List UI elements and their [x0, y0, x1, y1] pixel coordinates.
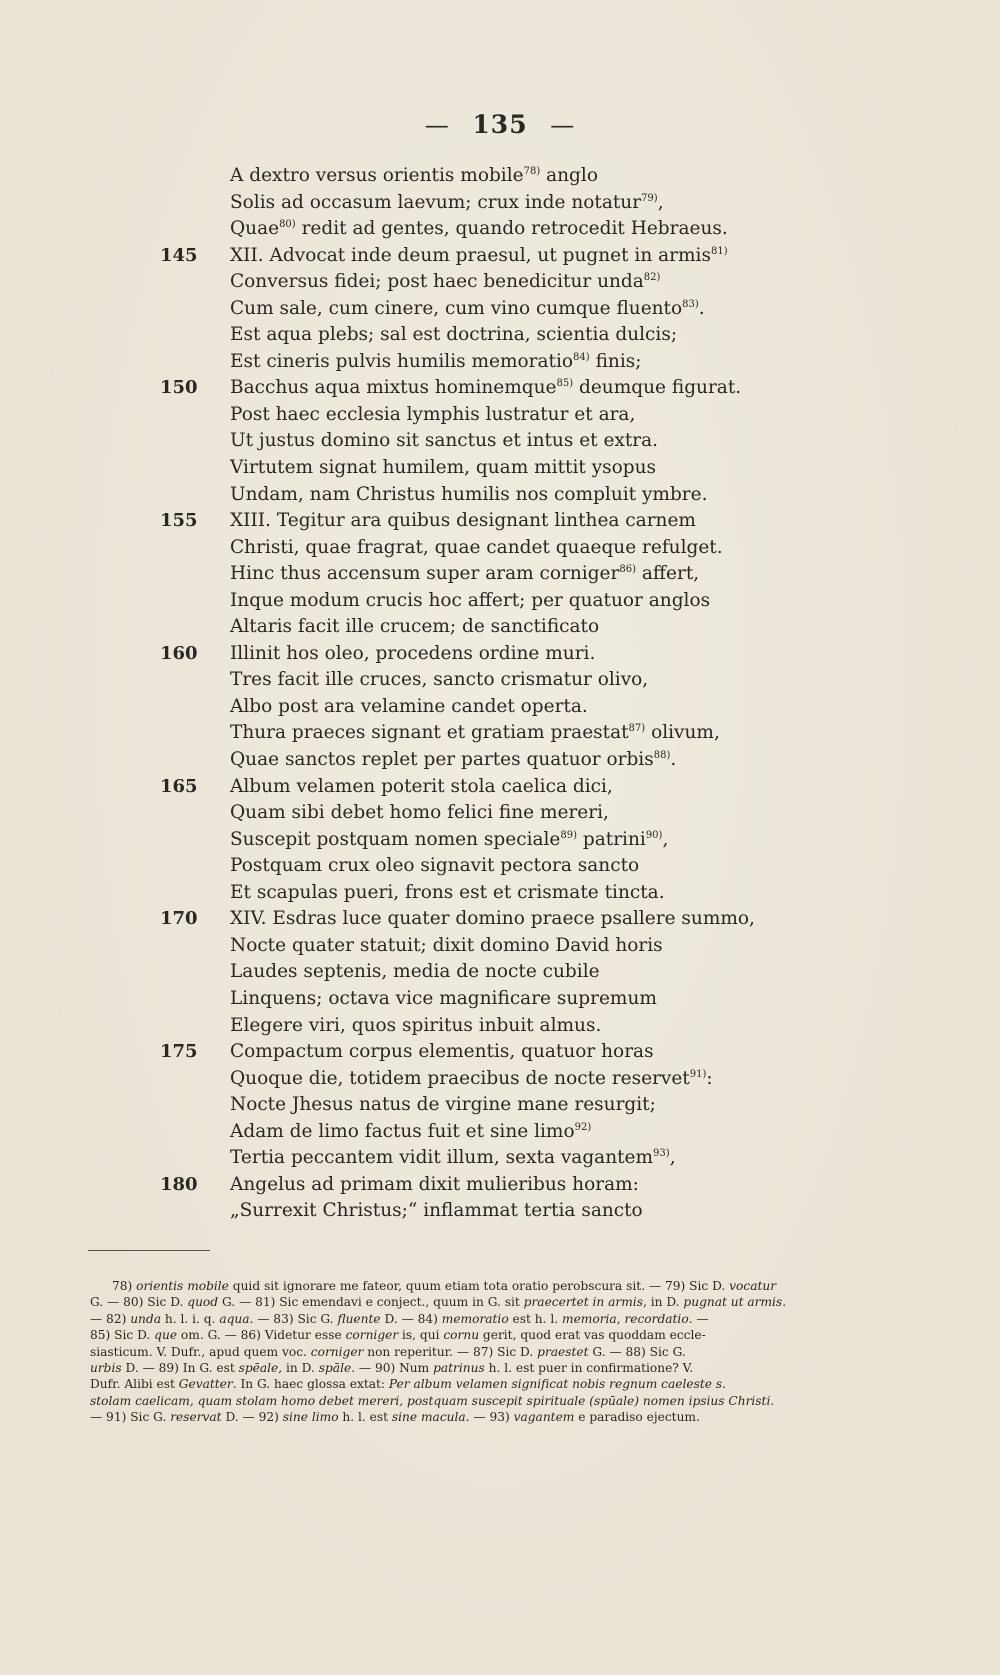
footnote-ref: 91) — [689, 1068, 707, 1080]
verse-text-main: Laudes septenis, media de nocte cubile — [230, 961, 600, 983]
verse-text-main: Tertia peccantem vidit illum, sexta vagantem — [230, 1147, 654, 1169]
verse-text-main: Quam sibi debet homo felici fine mereri, — [230, 802, 609, 824]
verse-text — [230, 614, 599, 640]
verse-line — [160, 1198, 800, 1225]
footnote-line: G. — 80) Sic D. quod G. — 81) Sic emendavi e conject., quum in G. sit praecertet in armis, in D. pugnat ut armis. — [90, 1295, 787, 1310]
verse-text — [230, 800, 609, 826]
verse-text — [230, 720, 720, 746]
verse-line — [160, 163, 800, 190]
footnote-ref: 80) — [279, 218, 296, 230]
verse-line — [160, 428, 800, 455]
line-number: 160 — [160, 642, 198, 664]
verse-line — [160, 1066, 800, 1093]
footnote-ref: 79) — [641, 192, 658, 204]
verse-text-main: Christi, quae fragrat, quae candet quaeque refulget. — [230, 536, 723, 558]
verse-line — [160, 667, 800, 694]
verse-text — [230, 561, 699, 587]
verse-text — [230, 349, 641, 375]
verse-text-main: Et scapulas pueri, frons est et crismate tincta. — [230, 881, 665, 903]
footnote-ref: 83) — [682, 298, 699, 310]
verse-line — [160, 933, 800, 960]
footnote-line: 78) orientis mobile quid sit ignorare me fateor, quum etiam tota oratio perobscura sit. — 79) Sic D. vocatur — [112, 1279, 777, 1293]
verse-text — [230, 296, 705, 322]
line-number: 170 — [160, 908, 198, 930]
verse-line — [160, 535, 800, 562]
page-number: 135 — [472, 110, 528, 139]
footnote-ref: 87) — [628, 723, 646, 735]
verse-text — [230, 322, 677, 348]
verse-text-after: , — [669, 1147, 676, 1169]
verse-text-main: Thura praeces signant et gratiam praestat — [230, 722, 629, 744]
footnote-line: 85) Sic D. que om. G. — 86) Videtur esse corniger is, qui cornu gerit, quod erat vas quoddam eccle- — [90, 1328, 706, 1343]
verse-line — [160, 906, 800, 933]
verse-line — [160, 190, 800, 217]
verse-text-main: Elegere viri, quos spiritus inbuit almus. — [230, 1014, 602, 1036]
verse-text-main: Inque modum crucis hoc affert; per quatuor anglos — [230, 589, 711, 611]
footnote-ref: 86) — [619, 564, 636, 576]
verse-text-main: Quae — [230, 218, 280, 240]
verse-text-main: Linquens; octava vice magnificare supremum — [230, 987, 657, 1009]
verse-text — [230, 535, 723, 561]
verse-text — [230, 1092, 656, 1118]
verse-text-main: A dextro versus orientis mobile — [230, 165, 524, 186]
verse-line — [160, 880, 800, 907]
verse-text — [230, 1172, 639, 1198]
verse-text — [230, 1145, 676, 1171]
verse-line — [160, 1119, 800, 1146]
verse-line — [160, 455, 800, 482]
line-number: 150 — [160, 377, 198, 399]
verse-text-main: Est cineris pulvis humilis memoratio — [230, 350, 574, 372]
verse-line — [160, 269, 800, 296]
verse-text-main: Quoque die, totidem praecibus de nocte reservet — [230, 1067, 690, 1089]
verse-line — [160, 614, 800, 641]
verse-text-main: Solis ad occasum laevum; crux inde notatur — [230, 191, 642, 213]
verse-line — [160, 402, 800, 429]
verse-text-after: olivum, — [645, 722, 720, 744]
verse-text-main: Quae sanctos replet per partes quatuor orbis — [230, 749, 654, 771]
verse-text — [230, 959, 600, 985]
verse-line — [160, 827, 800, 854]
verse-text — [230, 1039, 654, 1065]
footnote-ref: 93) — [653, 1148, 670, 1160]
verse-text — [230, 1066, 713, 1092]
verse-text — [230, 906, 755, 932]
footnote-rule — [88, 1250, 210, 1251]
verse-line — [160, 561, 800, 588]
header-dash-left: — — [424, 111, 450, 139]
verse-text-after: , — [657, 191, 664, 213]
verse-text-main: XIV. Esdras luce quater domino praece psallere summo, — [230, 908, 755, 930]
verse-text — [230, 455, 656, 481]
verse-text — [230, 243, 728, 269]
verse-text-after: , — [662, 828, 669, 850]
verse-line — [160, 694, 800, 721]
verse-text — [230, 1198, 643, 1224]
verse-line — [160, 800, 800, 827]
verse-text — [230, 402, 635, 428]
verse-text-after: finis; — [589, 350, 642, 372]
verse-text-main: Conversus fidei; post haec benedicitur unda — [230, 271, 644, 293]
verse-text-main: Adam de limo factus fuit et sine limo — [230, 1120, 575, 1142]
verse-text-main: Albo post ara velamine candet operta. — [230, 695, 588, 717]
verse-line — [160, 375, 800, 402]
verse-text-main: Angelus ad primam dixit mulieribus horam: — [230, 1173, 639, 1195]
verse-text-main: Undam, nam Christus humilis nos compluit ymbre. — [230, 483, 708, 505]
footnote-line: stolam caelicam, quam stolam homo debet mereri, postquam suscepit spirituale (spūale) nomen ipsius Christi. — [90, 1393, 775, 1408]
verse-text-main: Post haec ecclesia lymphis lustratur et ara, — [230, 403, 636, 425]
verse-text-after: patrini — [577, 828, 646, 850]
verse-text — [230, 375, 741, 401]
footnote-ref: 88) — [653, 749, 671, 761]
verse-text-after: : — [706, 1067, 713, 1089]
verse-text — [230, 827, 668, 853]
verse-line — [160, 720, 800, 747]
verse-text-main: „Surrexit Christus;“ inflammat tertia sancto — [230, 1200, 643, 1222]
verse-line — [160, 322, 800, 349]
verse-text-main: Hinc thus accensum super aram corniger — [230, 563, 620, 585]
verse-text — [230, 482, 707, 508]
verse-line — [160, 1013, 800, 1040]
verse-line — [160, 1092, 800, 1119]
verse-text — [230, 667, 648, 693]
verse-text-after: affert, — [636, 563, 700, 585]
verse-line — [160, 243, 800, 270]
verse-text-main: XII. Advocat inde deum praesul, ut pugnet in armis — [230, 244, 711, 266]
verse-text-main: Album velamen poterit stola caelica dici, — [230, 775, 613, 797]
footnote-line: — 82) unda h. l. i. q. aqua. — 83) Sic G. fluente D. — 84) memoratio est h. l. memoria, recordatio. — — [90, 1311, 709, 1326]
footnote-ref: 89) — [560, 829, 578, 841]
line-number: 155 — [160, 510, 198, 532]
line-number: 145 — [160, 244, 198, 266]
verse-line — [160, 774, 800, 801]
verse-text-after: . — [698, 297, 705, 319]
verse-text-main: Nocte Jhesus natus de virgine mane resurgit; — [230, 1094, 656, 1116]
line-number: 175 — [160, 1041, 198, 1063]
verse-line — [160, 1039, 800, 1066]
verse-line — [160, 986, 800, 1013]
verse-text-after: anglo — [540, 165, 598, 186]
verse-text — [230, 216, 728, 242]
verse-text-main: Ut justus domino sit sanctus et intus et extra. — [230, 430, 659, 452]
verse-text — [230, 1119, 591, 1145]
header-dash-right: — — [550, 111, 576, 139]
verse-text-after: . — [670, 749, 677, 771]
verse-text — [230, 853, 639, 879]
verse-line — [160, 508, 800, 535]
verse-text — [230, 190, 664, 216]
verse-line — [160, 216, 800, 243]
verse-text — [230, 694, 588, 720]
verse-text — [230, 163, 598, 189]
footnote-line: Dufr. Alibi est Gevatter. In G. haec glossa extat: Per album velamen significat nobis regnum caeleste s. — [90, 1377, 726, 1392]
footnote-line: siasticum. V. Dufr., apud quem voc. corniger non reperitur. — 87) Sic D. praestet G. — 88) Sic G. — [90, 1344, 686, 1359]
verse-text — [230, 641, 595, 667]
footnote-ref: 85) — [556, 378, 574, 390]
verse-text — [230, 747, 676, 773]
verse-text-main: Compactum corpus elementis, quatuor horas — [230, 1041, 654, 1063]
page-header — [0, 110, 1000, 139]
verse-line — [160, 641, 800, 668]
verse-text-main: Bacchus aqua mixtus hominemque — [230, 377, 557, 399]
verse-text — [230, 508, 696, 534]
verse-text — [230, 428, 658, 454]
line-number: 165 — [160, 775, 198, 797]
verse-line — [160, 1172, 800, 1199]
verse-text — [230, 774, 613, 800]
verse-line — [160, 349, 800, 376]
line-number: 180 — [160, 1173, 198, 1195]
footnotes-block — [90, 1278, 912, 1426]
verse-text-main: Altaris facit ille crucem; de sanctificato — [230, 616, 600, 638]
footnote-line: — 91) Sic G. reservat D. — 92) sine limo h. l. est sine macula. — 93) vagantem e paradiso ejectum. — [90, 1410, 700, 1425]
footnote-ref: 84) — [573, 351, 590, 363]
footnote-ref: 78) — [523, 165, 541, 177]
verse-line — [160, 959, 800, 986]
footnote-line: urbis D. — 89) In G. est spēale, in D. spāle. — 90) Num patrinus h. l. est puer in confirmatione? V. — [90, 1361, 694, 1376]
verse-text-main: Suscepit postquam nomen speciale — [230, 828, 561, 850]
verse-line — [160, 853, 800, 880]
verse-text — [230, 986, 657, 1012]
verse-block — [160, 163, 800, 1225]
verse-text — [230, 588, 710, 614]
verse-line — [160, 482, 800, 509]
verse-text-after: redit ad gentes, quando retrocedit Hebraeus. — [295, 218, 728, 240]
footnote-ref: 90) — [645, 829, 663, 841]
verse-text-main: XIII. Tegitur ara quibus designant linthea carnem — [230, 510, 696, 532]
verse-text — [230, 269, 660, 295]
verse-text-main: Tres facit ille cruces, sancto crismatur olivo, — [230, 669, 649, 691]
verse-line — [160, 296, 800, 323]
verse-line — [160, 588, 800, 615]
verse-line — [160, 1145, 800, 1172]
verse-text — [230, 1013, 601, 1039]
verse-text-main: Postquam crux oleo signavit pectora sancto — [230, 855, 640, 877]
verse-text — [230, 933, 663, 959]
footnote-ref: 92) — [574, 1121, 592, 1133]
verse-line — [160, 747, 800, 774]
verse-text-main: Nocte quater statuit; dixit domino David horis — [230, 934, 663, 956]
verse-text-main: Illinit hos oleo, procedens ordine muri. — [230, 642, 596, 664]
verse-text-after: deumque figurat. — [573, 377, 742, 399]
verse-text-main: Virtutem signat humilem, quam mittit ysopus — [230, 457, 657, 479]
verse-text-main: Cum sale, cum cinere, cum vino cumque fluento — [230, 297, 683, 319]
footnote-ref: 81) — [710, 245, 728, 257]
verse-text — [230, 880, 665, 906]
verse-text-main: Est aqua plebs; sal est doctrina, scientia dulcis; — [230, 324, 678, 346]
footnote-ref: 82) — [643, 272, 661, 284]
